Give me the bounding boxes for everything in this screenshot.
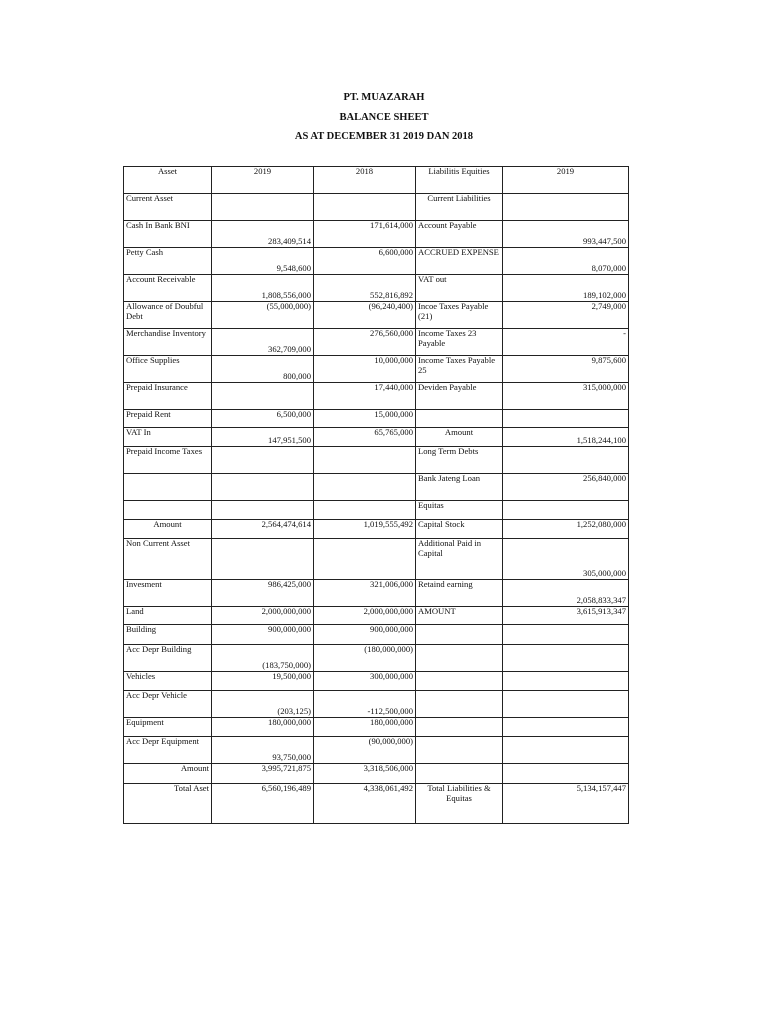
label-bank-loan: Bank Jateng Loan: [416, 474, 503, 501]
label-income-tax-25: Income Taxes Payable 25: [416, 356, 503, 383]
value-account-payable: 993,447,500: [503, 221, 629, 248]
value-current-asset-2018: 1,019,555,492: [314, 520, 416, 539]
value-petty-2018: 6,600,000: [314, 248, 416, 275]
label-cash: Cash In Bank BNI: [124, 221, 212, 248]
value-cash-2018: 171,614,000: [314, 221, 416, 248]
table-header-row: [124, 167, 629, 194]
label-building: Building: [124, 625, 212, 645]
label-retained-earning: Retaind earning: [416, 580, 503, 607]
table-row: [124, 691, 629, 718]
value-ar-2019: 1,808,556,000: [212, 275, 314, 302]
value-non-current-asset-2018: 3,318,506,000: [314, 764, 416, 784]
value-rent-2019: 6,500,000: [212, 410, 314, 428]
value-deviden-payable: 315,000,000: [503, 383, 629, 410]
value-office-2018: 10,000,000: [314, 356, 416, 383]
value-income-tax-25: 9,875,600: [503, 356, 629, 383]
col-header-2019: 2019: [212, 167, 314, 194]
value-merch-2019: 362,709,000: [212, 329, 314, 356]
value-acc-depr-equipment-2019: 93,750,000: [212, 737, 314, 764]
value-retained-earning: 2,058,833,347: [503, 580, 629, 607]
table-row: [124, 672, 629, 691]
label-acc-depr-vehicle: Acc Depr Vehicle: [124, 691, 212, 718]
value-merch-2018: 276,560,000: [314, 329, 416, 356]
label-allowance: Allowance of Doubful Debt: [124, 302, 212, 329]
value-building-2019: 900,000,000: [212, 625, 314, 645]
table-row: [124, 447, 629, 474]
value-investment-2018: 321,006,000: [314, 580, 416, 607]
label-income-tax-23: Income Taxes 23 Payable: [416, 329, 503, 356]
label-deviden-payable: Deviden Payable: [416, 383, 503, 410]
table-row: [124, 625, 629, 645]
label-acc-depr-equipment: Acc Depr Equipment: [124, 737, 212, 764]
label-current-liabilities-amount: Amount: [416, 428, 503, 447]
value-bank-loan: 256,840,000: [503, 474, 629, 501]
table-row: [124, 428, 629, 447]
label-prepaid-insurance: Prepaid Insurance: [124, 383, 212, 410]
label-vat-in: VAT In: [124, 428, 212, 447]
value-current-liabilities-amount: 1,518,244,100: [503, 428, 629, 447]
label-equipment: Equipment: [124, 718, 212, 737]
value-equipment-2019: 180,000,000: [212, 718, 314, 737]
value-acc-depr-vehicle-2018: -112,500,000: [314, 691, 416, 718]
label-total-liabilities-equitas: Total Liabilities & Equitas: [416, 784, 503, 824]
label-account-payable: Account Payable: [416, 221, 503, 248]
table-row: [124, 383, 629, 410]
section-current-liabilities: Current Liabilities: [416, 194, 503, 221]
value-equipment-2018: 180,000,000: [314, 718, 416, 737]
balance-sheet-table: [123, 166, 629, 824]
value-equity-amount: 3,615,913,347: [503, 607, 629, 625]
value-land-2018: 2,000,000,000: [314, 607, 416, 625]
table-row: [124, 194, 629, 221]
value-vat-in-2018: 65,765,000: [314, 428, 416, 447]
value-allowance-2019: (55,000,000): [212, 302, 314, 329]
table-row: [124, 645, 629, 672]
value-acc-depr-vehicle-2019: (203,125): [212, 691, 314, 718]
report-period: AS AT DECEMBER 31 2019 DAN 2018: [294, 131, 474, 142]
table-row: [124, 580, 629, 607]
label-prepaid-income-taxes: Prepaid Income Taxes: [124, 447, 212, 474]
value-petty-2019: 9,548,600: [212, 248, 314, 275]
value-accrued-expense: 8,070,000: [503, 248, 629, 275]
label-income-tax-21: Incoe Taxes Payable (21): [416, 302, 503, 329]
col-header-liabilities: Liabilitis Equities: [416, 167, 503, 194]
label-vat-out: VAT out: [416, 275, 503, 302]
label-prepaid-rent: Prepaid Rent: [124, 410, 212, 428]
value-building-2018: 900,000,000: [314, 625, 416, 645]
table-row: [124, 520, 629, 539]
value-office-2019: 800,000: [212, 356, 314, 383]
value-total-liabilities-equitas: 5,134,157,447: [503, 784, 629, 824]
value-income-tax-21: 2,749,000: [503, 302, 629, 329]
value-rent-2018: 15,000,000: [314, 410, 416, 428]
label-acc-depr-building: Acc Depr Building: [124, 645, 212, 672]
col-header-liab-2019: 2019: [503, 167, 629, 194]
label-investment: Invesment: [124, 580, 212, 607]
label-account-receivable: Account Receivable: [124, 275, 212, 302]
table-row: [124, 737, 629, 764]
value-vat-out: 189,102,000: [503, 275, 629, 302]
table-row: [124, 329, 629, 356]
table-row: [124, 356, 629, 383]
section-non-current-asset: Non Current Asset: [124, 539, 212, 580]
value-vat-in-2019: 147,951,500: [212, 428, 314, 447]
value-total-asset-2018: 4,338,061,492: [314, 784, 416, 824]
table-row: [124, 764, 629, 784]
section-equitas: Equitas: [416, 501, 503, 520]
table-row: [124, 302, 629, 329]
value-vehicles-2018: 300,000,000: [314, 672, 416, 691]
table-row: [124, 221, 629, 248]
label-petty-cash: Petty Cash: [124, 248, 212, 275]
table-total-row: [124, 784, 629, 824]
table-row: [124, 248, 629, 275]
label-total-asset: Total Aset: [124, 784, 212, 824]
label-office-supplies: Office Supplies: [124, 356, 212, 383]
col-header-2018: 2018: [314, 167, 416, 194]
value-land-2019: 2,000,000,000: [212, 607, 314, 625]
section-current-asset: Current Asset: [124, 194, 212, 221]
table-row: [124, 539, 629, 580]
company-name: PT. MUAZARAH: [343, 92, 425, 103]
label-vehicles: Vehicles: [124, 672, 212, 691]
table-row: [124, 718, 629, 737]
table-row: [124, 474, 629, 501]
value-insurance-2018: 17,440,000: [314, 383, 416, 410]
value-acc-depr-building-2018: (180,000,000): [314, 645, 416, 672]
label-equity-amount: AMOUNT: [416, 607, 503, 625]
label-accrued-expense: ACCRUED EXPENSE: [416, 248, 503, 275]
col-header-asset: Asset: [124, 167, 212, 194]
label-land: Land: [124, 607, 212, 625]
report-title: BALANCE SHEET: [339, 112, 429, 123]
label-non-current-asset-amount: Amount: [124, 764, 212, 784]
label-capital-stock: Capital Stock: [416, 520, 503, 539]
value-acc-depr-equipment-2018: (90,000,000): [314, 737, 416, 764]
value-capital-stock: 1,252,080,000: [503, 520, 629, 539]
table-row: [124, 410, 629, 428]
value-vehicles-2019: 19,500,000: [212, 672, 314, 691]
value-ar-2018: 552,816,892: [314, 275, 416, 302]
value-acc-depr-building-2019: (183,750,000): [212, 645, 314, 672]
table-row: [124, 607, 629, 625]
value-non-current-asset-2019: 3,995,721,875: [212, 764, 314, 784]
table-row: [124, 501, 629, 520]
value-income-tax-23: -: [503, 329, 629, 356]
label-merchandise: Merchandise Inventory: [124, 329, 212, 356]
value-investment-2019: 986,425,000: [212, 580, 314, 607]
value-total-asset-2019: 6,560,196,489: [212, 784, 314, 824]
value-cash-2019: 283,409,514: [212, 221, 314, 248]
label-additional-paid-in-capital: Additional Paid in Capital: [416, 539, 503, 580]
table-row: [124, 275, 629, 302]
value-additional-paid-in-capital: 305,000,000: [503, 539, 629, 580]
label-current-asset-amount: Amount: [124, 520, 212, 539]
label-long-term-debts: Long Term Debts: [416, 447, 503, 474]
value-allowance-2018: (96,240,400): [314, 302, 416, 329]
value-current-asset-2019: 2,564,474,614: [212, 520, 314, 539]
